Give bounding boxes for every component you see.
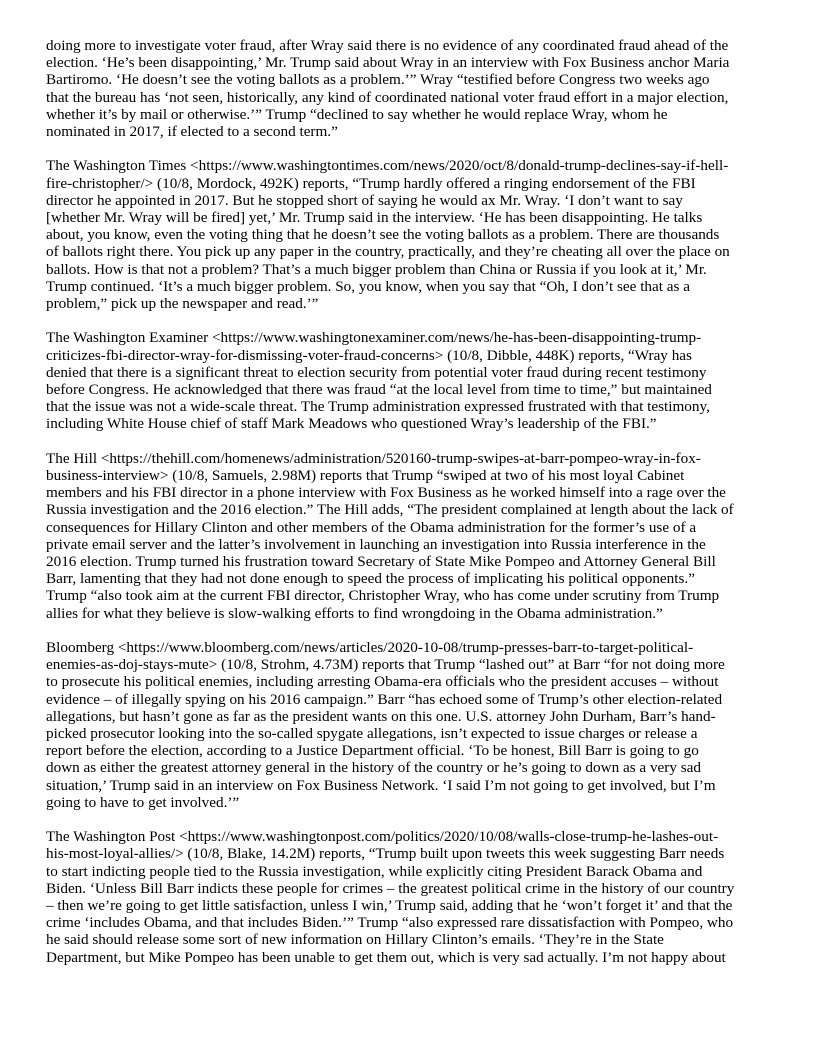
paragraph-bloomberg: Bloomberg <https://www.bloomberg.com/news/articles/2020-10-08/trump-presses-barr-to-target-political- enemies-as-doj-stays-mute> (10/8, Strohm, 4.73M) reports that Trump “lashed out” at Barr “for not doing more to prosecute his political enemies, including arresting Obama-era officials who the president accuses – without evidence – of illegally spying on his 2016 campaign.” Barr “has echoed some of Trump’s other election-related allegations, but hasn’t gone as far as the president wants on this one. U.S. attorney John Durham, Barr’s hand- picked prosecutor looking into the so-called spygate allegations, isn’t expected to issue charges or release a report before the election, according to a Justice Department official. ‘To be honest, Bill Barr is going to go down as either the greatest attorney general in the history of the country or he’s going to down as a very sad situation,’ Trump said in an interview on Fox Business Network. ‘I said I’m not going to get involved, but I’m going to have to get involved.’” [46, 639, 725, 811]
paragraph-washington-post: The Washington Post <https://www.washingtonpost.com/politics/2020/10/08/walls-close-trump-he-lashes-out- his-most-loyal-allies/> (10/8, Blake, 14.2M) reports, “Trump built upon tweets this week suggesting Barr needs to start indicting people tied to the Russia investigation, while explicitly citing President Barack Obama and Biden. ‘Unless Bill Barr indicts these people for crimes – the greatest political crime in the history of our country – then we’re going to get little satisfaction, unless I win,’ Trump said, adding that he ‘won’t forget it’ and that the crime ‘includes Obama, and that includes Biden.’” Trump “also expressed rare dissatisfaction with Pompeo, who he said should release some sort of new information on Hillary Clinton’s emails. ‘They’re in the State Department, but Mike Pompeo has been unable to get them out, which is very sad actually. I’m not happy about [46, 828, 735, 966]
paragraph-wray-continued: doing more to investigate voter fraud, after Wray said there is no evidence of any coordinated fraud ahead of the election. ‘He’s been disappointing,’ Mr. Trump said about Wray in an interview with Fox Business anchor Maria Bartiromo. ‘He doesn’t see the voting ballots as a problem.’” Wray “testified before Congress two weeks ago that the bureau has ‘not seen, historically, any kind of coordinated national voter fraud effort in a major election, whether it’s by mail or otherwise.’” Trump “declined to say whether he would replace Wray, whom he nominated in 2017, if elected to a second term.” [46, 37, 730, 141]
document-page [46, 37, 774, 983]
paragraph-washington-examiner: The Washington Examiner <https://www.washingtonexaminer.com/news/he-has-been-disappointing-trump- criticizes-fbi-director-wray-for-dismissing-voter-fraud-concerns> (10/8, Dibble, 448K) reports, “Wray has denied that there is a significant threat to election security from potential voter fraud during recent testimony before Congress. He acknowledged that there was fraud “at the local level from time to time,” but maintained that the issue was not a wide-scale threat. The Trump administration expressed frustrated with that testimony, including White House chief of staff Mark Meadows who questioned Wray’s leadership of the FBI.” [46, 329, 712, 433]
paragraph-washington-times: The Washington Times <https://www.washingtontimes.com/news/2020/oct/8/donald-trump-declines-say-if-hell- fire-christopher/> (10/8, Mordock, 492K) reports, “Trump hardly offered a ringing endorsement of the FBI director he appointed in 2017. But he stopped short of saying he would ax Mr. Wray. ‘I don’t want to say [whether Mr. Wray will be fired] yet,’ Mr. Trump said in the interview. ‘He has been disappointing. He talks about, you know, even the voting thing that he doesn’t see the voting ballots as a problem. There are thousands of ballots right there. You pick up any paper in the country, practically, and they’re cheating all over the place on ballots. How is that not a problem? That’s a much bigger problem than China or Russia if you look at it,’ Mr. Trump continued. ‘It’s a much bigger problem. So, you know, when you say that “Oh, I don’t see that as a problem,” pick up the newspaper and read.’” [46, 157, 730, 313]
paragraph-the-hill: The Hill <https://thehill.com/homenews/administration/520160-trump-swipes-at-barr-pompeo-wray-in-fox- business-interview> (10/8, Samuels, 2.98M) reports that Trump “swiped at two of his most loyal Cabinet members and his FBI director in a phone interview with Fox Business as he worked himself into a rage over the Russia investigation and the 2016 election.” The Hill adds, “The president complained at length about the lack of consequences for Hillary Clinton and other members of the Obama administration for the former’s use of a private email server and the latter’s involvement in launching an investigation into Russia interference in the 2016 election. Trump turned his frustration toward Secretary of State Mike Pompeo and Attorney General Bill Barr, lamenting that they had not done enough to speed the process of implicating his political opponents.” Trump “also took aim at the current FBI director, Christopher Wray, who has come under scrutiny from Trump allies for what they believe is slow-walking efforts to find wrongdoing in the Obama administration.” [46, 449, 734, 622]
